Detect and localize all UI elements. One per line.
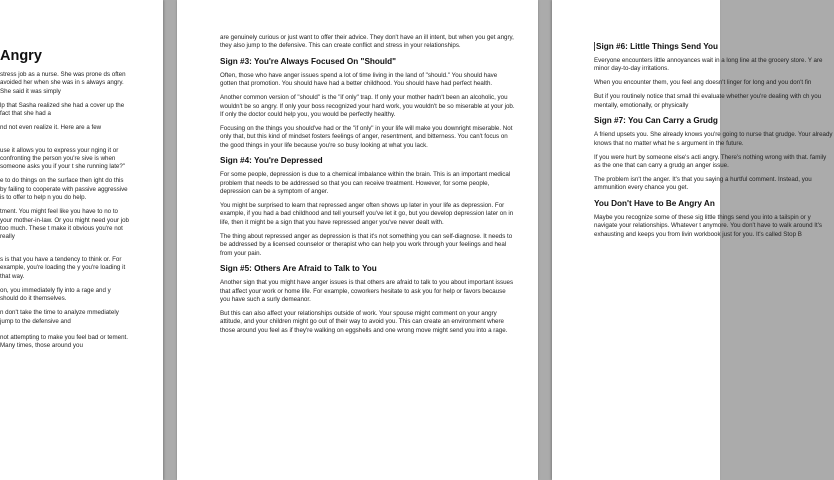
paragraph: on, you immediately fly into a rage and y should do it themselves. — [0, 286, 111, 303]
paragraph: stress job as a nurse. She was prone ds often avoided her when she was in s always angry. She said it was simply — [0, 71, 126, 95]
paragraph: Everyone encounters little annoyances wait in a long line at the grocery store. Y are minor day-to-day irritations. — [594, 57, 823, 73]
section-heading-sign-3: Sign #3: You're Always Focused On "Should" — [220, 56, 397, 66]
document-page-center — [177, 0, 538, 480]
paragraph: e to do things on the surface then ight do this by failing to cooperate with passive aggressive is to offer to help n you do help. — [0, 177, 128, 202]
section-heading-sign-7: Sign #7: You Can Carry a Grudg — [594, 116, 718, 126]
paragraph: A friend upsets you. She already knows you're going to nurse that grudge. Your already knows that no matter what he s argument in the future. — [594, 131, 833, 147]
document-page-left — [0, 0, 163, 480]
paragraph: are genuinely curious or just want to offer their advice. They don't have an ill intent, but when you get angry, they also jump to the defensive. This can create conflict and stress in your relationships. — [220, 34, 514, 50]
paragraph: Often, those who have anger issues spend a lot of time living in the land of "should." You should have gotten that promotion. You should have had a better childhood. You should have had perfect health. — [220, 71, 498, 88]
paragraph: lp that Sasha realized she had a cover up the fact that she had a — [0, 101, 125, 118]
section-heading-sign-5: Sign #5: Others Are Afraid to Talk to You — [220, 264, 377, 274]
section-heading-closing: You Don't Have to Be Angry An — [594, 198, 715, 208]
paragraph: use it allows you to express your nging it or confronting the person you're sive is when someone asks you if your t she running late?" — [0, 146, 125, 171]
paragraph: The thing about repressed anger as depression is that it's not something you can self-diagnose. It needs to be addressed by a licensed counselor or therapist who can help you work through your feelings and heal from your pain. — [220, 232, 513, 257]
paragraph: You might be surprised to learn that repressed anger often shows up later in your life as depression. For example, if you had a bad childhood and tell yourself you've let it go, but you develop depression later on in life, then it might be a sign that you have repressed anger you've never dealt with. — [220, 202, 514, 226]
paragraph: Another sign that you might have anger issues is that others are afraid to talk to you about important issues that affect your work or home life. For example, coworkers hesitate to ask you for help or favors because you have such a surly demeanor. — [220, 279, 514, 303]
section-heading-sign-4: Sign #4: You're Depressed — [220, 156, 323, 166]
document-page-right — [552, 0, 833, 480]
paragraph: But if you routinely notice that small thi evaluate whether you're dealing with ch you mentally, emotionally, or physically — [594, 93, 822, 109]
paragraph: Maybe you recognize some of these sig little things send you into a tailspin or y navigate your relationships. Whatever t anymore. You don't have to walk around It's exhausting and keeps you from livin workbook just for you. It's called Stop B — [594, 213, 822, 238]
paragraph: For some people, depression is due to a chemical imbalance within the brain. This is an important medical problem that needs to be addressed so that you can receive treatment. However, for some people, depression can be a symptom of anger. — [220, 171, 511, 196]
section-heading-sign-6 — [594, 42, 834, 52]
paragraph: tment. You might feel like you have to no to your mother-in-law. Or you might need your job too much. These t make it obvious you're not really — [0, 208, 129, 241]
paragraph: If you were hurt by someone else's acti angry. There's nothing wrong with that. family as the one that can carry a grudg an anger issue. — [594, 153, 827, 170]
paragraph: not attempting to make you feel bad or tement. Many times, those around you — [0, 333, 128, 350]
paragraph: But this can also affect your relationships outside of work. Your spouse might comment on your angry attitude, and your children might go out of their way to avoid you. This can create an environment where those around you feel as if they're walking on eggshells and one wrong move might send you into a rage. — [220, 309, 508, 334]
paragraph: Focusing on the things you should've had or the "if only" in your life will make you downright miserable. Not only that, but this kind of mindset fosters feelings of anger, resentment, and bitterness. You can't focus on the good things in your life because you're so busy looking at what you lack. — [220, 125, 513, 149]
paragraph: Another common version of "should" is the "if only" trap. If only your mother hadn't been an alcoholic, you wouldn't be so angry. If only your boss recognized your hard work, you wouldn't be so miserable at your job. If only the doctor could help you, you would be perfectly healthy. — [220, 94, 515, 119]
paragraph: nd not even realize it. Here are a few — [0, 124, 102, 132]
paragraph: The problem isn't the anger. It's that you saying a hurtful comment. Instead, you ammunition every chance you get. — [594, 176, 812, 192]
paragraph: s is that you have a tendency to think or. For example, you're loading the y you're loading it that way. — [0, 255, 126, 280]
paragraph: n don't take the time to analyze mmediately jump to the defensive and — [0, 309, 119, 325]
section-heading-text: Sign #6: Little Things Send You — [596, 42, 719, 51]
page-left-content — [0, 48, 130, 356]
paragraph: When you encounter them, you feel ang doesn't linger for long and you don't fin — [594, 79, 812, 87]
page-title: Angry — [0, 48, 42, 64]
